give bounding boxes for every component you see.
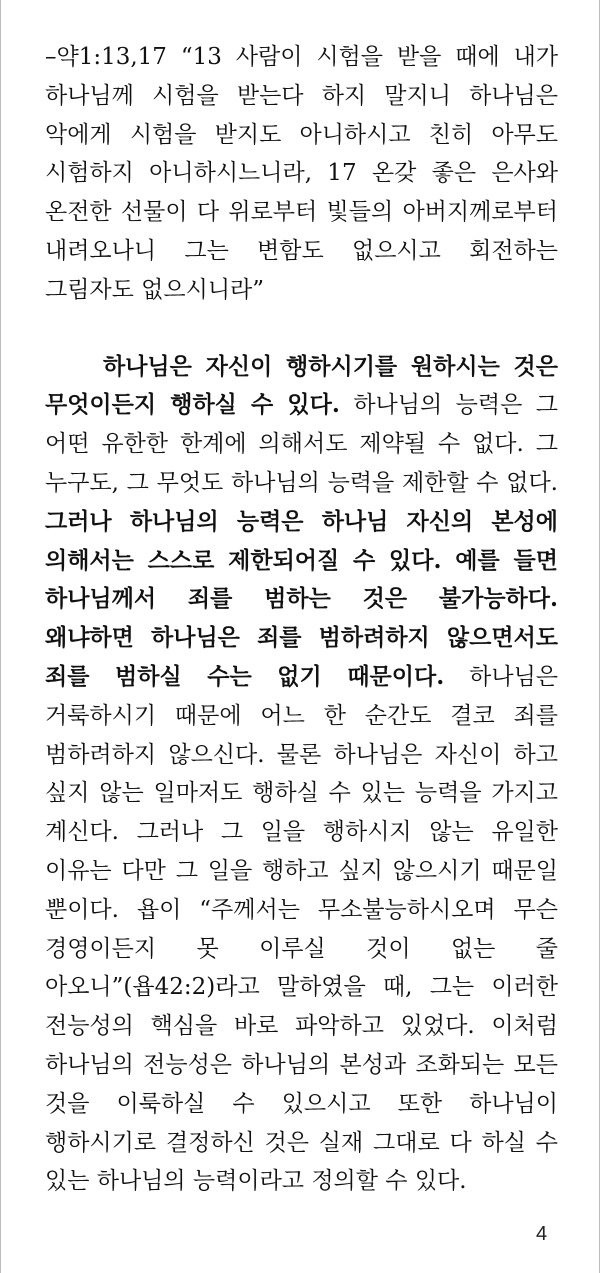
body-paragraph [45,348,558,1202]
regular-sentence-2: 하나님의 능력은 그 어떤 유한한 한계에 의해서도 제약될 수 없다. 그 누구도, 그 무엇도 하나님의 능력을 제한할 수 없다. [45,392,558,496]
scripture-quote: –약1:13,17 “13 사람이 시험을 받을 때에 내가 하나님께 시험을 받는다 하지 말지니 하나님은 악에게 시험을 받지도 아니하시고 친히 아무도 시험하지 아니하시느니라, 17 온갖 좋은 은사와 온전한 선물이 다 위로부터 빛들의 아버지께로부터 내려오나니 그는 변함도 없으시고 회전하는 그림자도 없으시니라” [45,44,558,303]
page-edge-left [0,0,1,1273]
bold-sentence-3: 그러나 하나님의 능력은 하나님 자신의 본성에 의해서는 스스로 제한되어질 수 있다. 예를 들면 하나님께서 죄를 범하는 것은 불가능하다. 왜냐하면 하나님은 죄를 범하려하지 않으면서도 죄를 범하실 수는 없기 때문이다. [45,507,558,690]
document-page [45,38,558,1201]
bold-sentence-1: 하나님은 자신이 행하시기를 원하시는 것은 무엇이든지 행하실 수 있다. [45,352,558,419]
regular-sentence-4: 하나님은 거룩하시기 때문에 어느 한 순간도 결코 죄를 범하려하지 않으신다. 물론 하나님은 자신이 하고 싶지 않는 일마저도 행하실 수 있는 능력을 가지고 계신다. 그러나 그 일을 행하시지 않는 유일한 이유는 다만 그 일을 행하고 싶지 않으시기 때문일 뿐이다. 욥이 “주께서는 무소불능하시오며 무슨 경영이든지 못 이루실 것이 없는 줄 아오니”(욥42:2)라고 말하였을 때, 그는 이러한 전능성의 핵심을 바로 파악하고 있었다. 이처럼 하나님의 전능성은 하나님의 본성과 조화되는 모든 것을 이룩하실 수 있으시고 또한 하나님이 행하시기로 결정하신 것은 실재 그대로 다 하실 수 있는 하나님의 능력이라고 정의할 수 있다. [45,663,559,1195]
page-number: 4 [536,1223,548,1245]
